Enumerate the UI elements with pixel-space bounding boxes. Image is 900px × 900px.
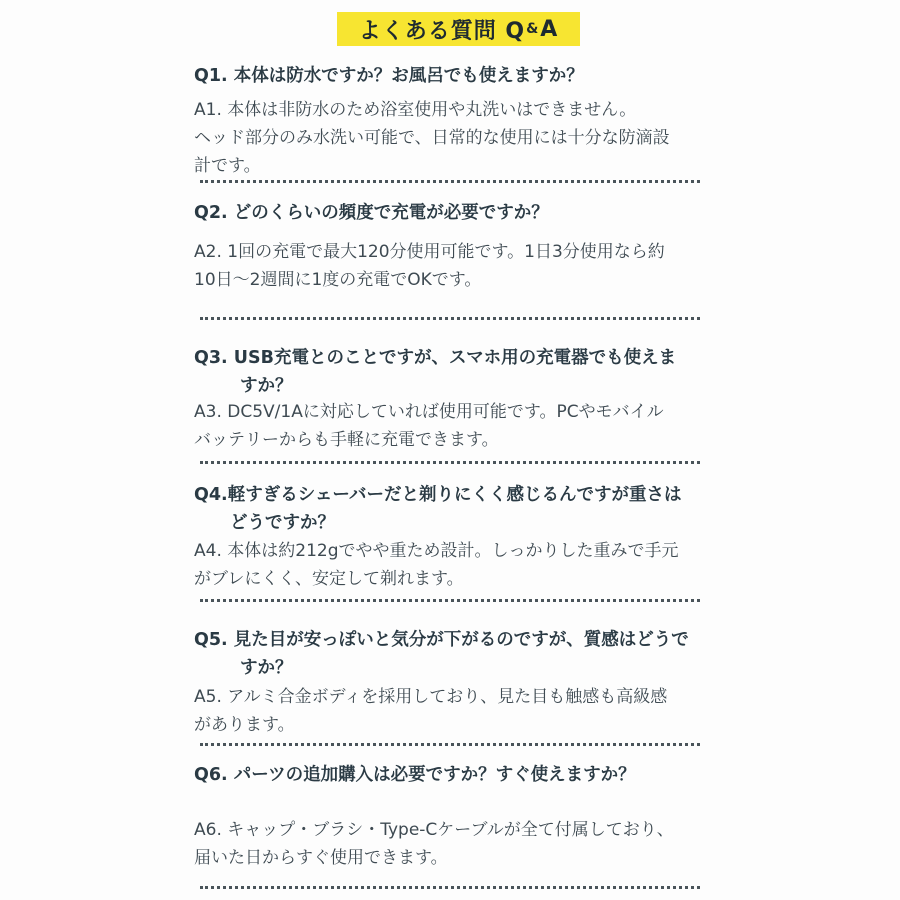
faq-title-ampersand: & — [526, 21, 540, 37]
faq-divider — [200, 180, 700, 183]
faq-question-4-line2: どうですか？ — [230, 513, 335, 533]
faq-title-banner — [337, 12, 580, 46]
faq-divider — [200, 886, 700, 889]
faq-answer-2-line2: 10日〜2週間に1度の充電でOKです。 — [194, 270, 482, 290]
faq-answer-5-line2: があります。 — [194, 715, 295, 735]
faq-question-4-line1: Q4.軽すぎるシェーバーだと剃りにくく感じるんですが重さは — [194, 485, 682, 505]
faq-question-5-line1: Q5. 見た目が安っぽいと気分が下がるのですが、質感はどうで — [194, 630, 689, 650]
faq-question-5-line2: すか？ — [240, 658, 293, 678]
faq-question-3 — [194, 344, 724, 400]
faq-answer-1 — [194, 96, 734, 180]
faq-answer-2-line1: A2. 1回の充電で最大120分使用可能です。1日3分使用なら約 — [194, 242, 665, 262]
faq-answer-3 — [194, 398, 734, 454]
faq-answer-2 — [194, 238, 734, 294]
faq-divider — [200, 743, 700, 746]
faq-question-3-line2: すか？ — [240, 376, 293, 396]
faq-divider — [200, 461, 700, 464]
faq-question-1 — [194, 62, 724, 90]
faq-question-6-line1: Q6. パーツの追加購入は必要ですか？すぐ使えますか？ — [194, 765, 636, 785]
faq-answer-5 — [194, 683, 734, 739]
faq-answer-1-line1: A1. 本体は非防水のため浴室使用や丸洗いはできません。 — [194, 100, 637, 120]
faq-answer-6-line2: 届いた日からすぐ使用できます。 — [194, 848, 448, 868]
faq-divider — [200, 599, 700, 602]
faq-answer-4-line1: A4. 本体は約212gでやや重ため設計。しっかりした重みで手元 — [194, 541, 679, 561]
faq-answer-3-line1: A3. DC5V/1Aに対応していれば使用可能です。PCやモバイル — [194, 402, 664, 422]
faq-answer-6 — [194, 816, 734, 872]
faq-question-2 — [194, 199, 724, 227]
faq-answer-4-line2: がブレにくく、安定して剃れます。 — [194, 569, 464, 589]
faq-answer-6-line1: A6. キャップ・ブラシ・Type-Cケーブルが全て付属しており、 — [194, 820, 674, 840]
faq-answer-4 — [194, 537, 734, 593]
faq-answer-3-line2: バッテリーからも手軽に充電できます。 — [194, 430, 499, 450]
faq-question-1-line1: Q1. 本体は防水ですか？お風呂でも使えますか？ — [194, 66, 584, 86]
faq-title-text: よくある質問 Q — [358, 18, 526, 44]
faq-question-5 — [194, 626, 724, 682]
faq-divider — [200, 317, 700, 320]
faq-title-end: A — [540, 16, 559, 42]
faq-answer-1-line3: 計です。 — [194, 156, 261, 176]
faq-question-2-line1: Q2. どのくらいの頻度で充電が必要ですか？ — [194, 203, 549, 223]
faq-answer-1-line2: ヘッド部分のみ水洗い可能で、日常的な使用には十分な防滴設 — [194, 128, 670, 148]
faq-question-4 — [194, 481, 724, 537]
faq-question-3-line1: Q3. USB充電とのことですが、スマホ用の充電器でも使えま — [194, 348, 677, 368]
faq-question-6 — [194, 761, 724, 789]
faq-answer-5-line1: A5. アルミ合金ボディを採用しており、見た目も触感も高級感 — [194, 687, 668, 707]
